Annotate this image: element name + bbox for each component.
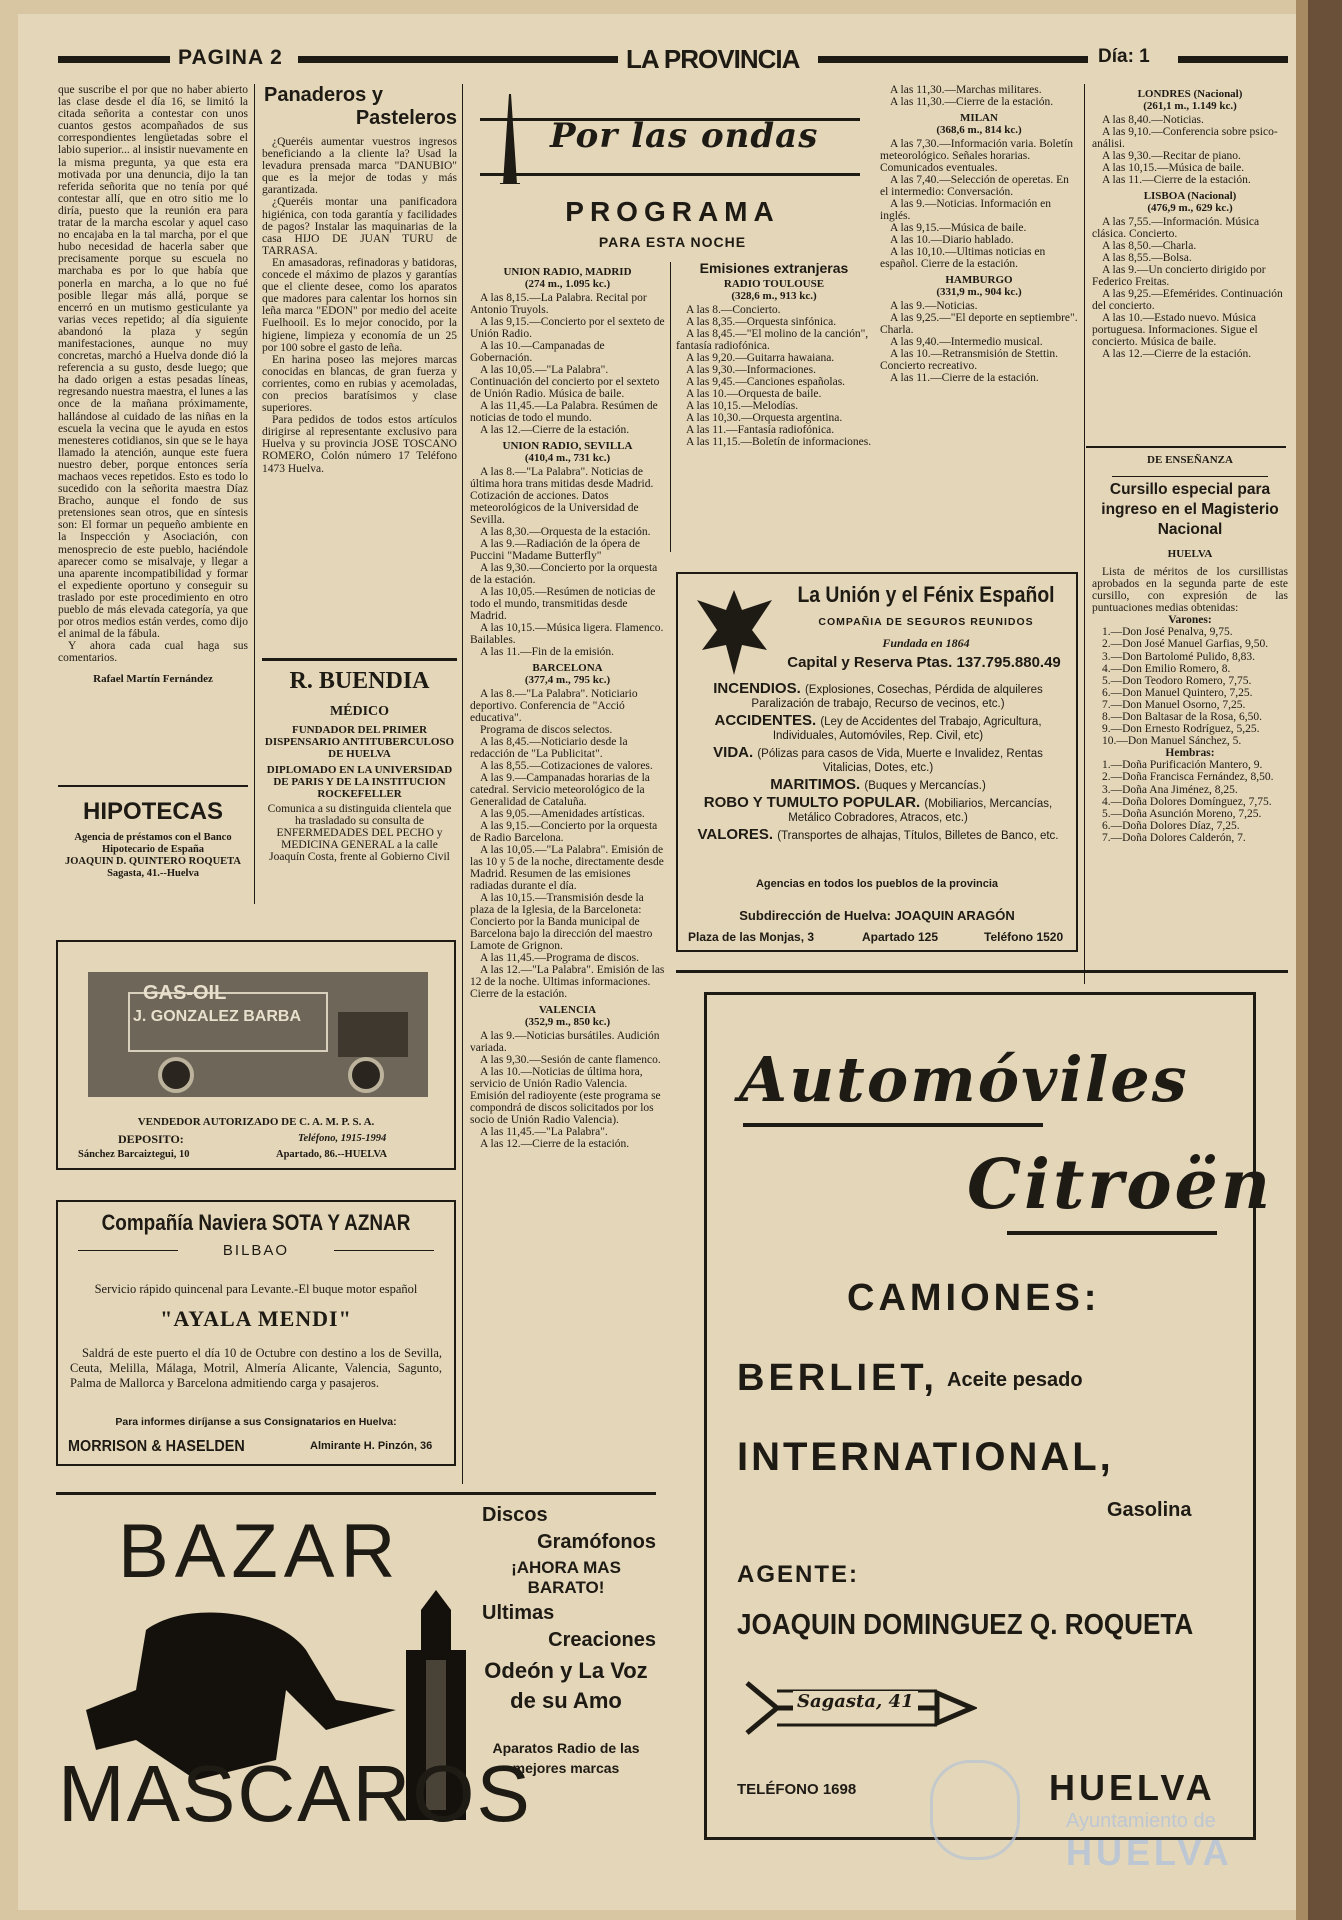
- bazar-offer: ¡AHORA MAS BARATO!: [511, 1558, 621, 1597]
- header-bar-mid-right: [818, 56, 1088, 63]
- gasoil-deposito: DEPOSITO:: [118, 1132, 184, 1146]
- gasoil-line-1: VENDEDOR AUTORIZADO DE C. A. M. P. S. A.: [137, 1116, 375, 1128]
- station-frequency: (331,9 m., 904 kc.): [936, 286, 1022, 298]
- fenix-founded: Fundada en 1864: [882, 636, 970, 650]
- insurance-type: VALORES.: [697, 826, 778, 843]
- header-bar-right: [1178, 56, 1288, 63]
- radio-schedule-milan-hamburgo: [880, 84, 1078, 554]
- ensenanza-title: Cursillo especial para ingreso en el Magisterio Nacional: [1101, 481, 1279, 538]
- candidate-entry: 2.—Doña Francisca Fernández, 8,50.: [1102, 771, 1274, 784]
- gasoil-truck-photo: [88, 972, 428, 1097]
- station-name: LONDRES (Nacional): [1137, 88, 1243, 100]
- schedule-entry: A las 10,30.—Orquesta argentina.: [686, 412, 843, 424]
- bazar-title: BAZAR: [118, 1509, 402, 1594]
- divider: [334, 1250, 434, 1251]
- bazar-name: MASCAROS: [58, 1749, 532, 1838]
- gasoil-apartado: Apartado, 86.--HUELVA: [276, 1149, 388, 1160]
- buendia-line-1: FUNDADOR DEL PRIMER DISPENSARIO ANTITUBERCULOSO DE HUELVA: [264, 724, 455, 760]
- station-name: HAMBURGO: [945, 274, 1013, 286]
- fenix-address: Plaza de las Monjas, 3: [688, 930, 815, 944]
- column-divider: [670, 262, 671, 552]
- fenix-capital: Capital y Reserva Ptas. 137.795.880.49: [787, 654, 1061, 671]
- divider: [262, 658, 457, 661]
- schedule-entry: A las 9,15.—Concierto por la orquesta de Radio Barcelona.: [470, 820, 658, 844]
- citroen-gasolina: Gasolina: [1107, 1499, 1192, 1521]
- insurance-type: INCENDIOS.: [713, 680, 805, 697]
- schedule-entry: A las 7,30.—Información varia. Boletín meteorológico. Señales horarias. Comunicados eventuales.: [880, 138, 1074, 174]
- schedule-entry: A las 12.—Cierre de la estación.: [1102, 348, 1252, 360]
- schedule-entry: A las 11,15.—Boletín de informaciones.: [686, 436, 872, 448]
- schedule-entry: A las 9,15.—Concierto por el sexteto de Unión Radio.: [470, 316, 665, 340]
- schedule-entry: A las 11.—Fin de la emisión.: [480, 646, 615, 658]
- schedule-entry: A las 10,15.—Música ligera. Flamenco. Bailables.: [470, 622, 664, 646]
- station-name: BARCELONA: [532, 662, 603, 674]
- hipotecas-line-3: Sagasta, 41.--Huelva: [107, 868, 199, 879]
- schedule-entry: A las 11.—Fantasía radiofónica.: [686, 424, 835, 436]
- section-heading: Emisiones extranjeras: [699, 262, 849, 276]
- insurance-line: [690, 746, 1066, 775]
- schedule-entry: A las 8.—"La Palabra". Noticiario deportivo. Conferencia de "Acció educativa".: [470, 688, 638, 724]
- schedule-entry: A las 9.—Radiación de la ópera de Puccini "Madame Butterfly": [470, 538, 640, 562]
- insurance-type: ACCIDENTES.: [714, 712, 821, 729]
- truck-wheel: [348, 1057, 384, 1093]
- panaderos-p2: ¿Queréis montar una panificadora higiénica, con toda garantía y facilidades de pagos? Instalar las maquinarias de la casa HIJO DE JUAN TURU de TARRASA.: [262, 196, 457, 257]
- station-name: RADIO TOULOUSE: [723, 278, 825, 290]
- naviera-title: Compañía Naviera SOTA Y AZNAR: [101, 1210, 411, 1235]
- citroen-arrow-address: Sagasta, 41: [793, 1691, 918, 1712]
- schedule-entry: A las 9,30.—Recitar de piano.: [1102, 150, 1241, 162]
- citroen-agent-name: JOAQUIN DOMINGUEZ Q. ROQUETA: [737, 1609, 1194, 1641]
- ensenanza-section: [1092, 454, 1288, 974]
- truck-text-2: J. GONZALEZ BARBA: [133, 1008, 301, 1025]
- hipotecas-title: HIPOTECAS: [82, 798, 223, 825]
- schedule-entry: A las 10,05.—"La Palabra". Continuación del concierto por el sexteto de Unión Radio. Música de baile.: [470, 364, 660, 400]
- bazar-creaciones: Creaciones: [548, 1629, 656, 1651]
- ensenanza-varones: Varones:: [1168, 614, 1212, 627]
- candidate-entry: 1.—Don José Penalva, 9,75.: [1102, 626, 1233, 639]
- fenix-insurance-list: [690, 682, 1066, 846]
- panaderos-ad: [262, 84, 457, 654]
- article-author: Rafael Martín Fernández: [93, 672, 213, 685]
- buendia-line-2: DIPLOMADO EN LA UNIVERSIDAD DE PARIS Y DE LA INSTITUCION ROCKEFELLER: [266, 764, 453, 800]
- schedule-entry: A las 10.—Retransmisión de Stettin. Concierto recreativo.: [880, 348, 1059, 372]
- divider: [1112, 476, 1268, 477]
- schedule-entry: A las 10.—Noticias de última hora, servicio de Unión Radio Valencia. Emisión del radioyente (este programa se compondrá de discos solicitados por los socio de Unión Radio Valencia).: [470, 1066, 661, 1126]
- schedule-entry: A las 12.—Cierre de la estación.: [480, 1138, 630, 1150]
- candidate-entry: 9.—Don Ernesto Rodríguez, 5,25.: [1102, 723, 1260, 736]
- schedule-entry: A las 10,15.—Transmisión desde la plaza de la Iglesia, de la Barceloneta: Concierto por la Banda municipal de Barcelona bajo la dirección del maestro Lamote de Grignon.: [470, 892, 653, 952]
- citroen-berliet: BERLIET,: [737, 1357, 938, 1399]
- schedule-entry: A las 11.—Cierre de la estación.: [1102, 174, 1251, 186]
- station-name: LISBOA (Nacional): [1143, 190, 1237, 202]
- station-frequency: (476,9 m., 629 kc.): [1147, 202, 1233, 214]
- schedule-entry: A las 11,30.—Cierre de la estación.: [890, 96, 1054, 108]
- station-name: UNION RADIO, MADRID: [503, 266, 632, 278]
- candidate-entry: 7.—Doña Dolores Calderón, 7.: [1102, 831, 1246, 844]
- bazar-gramofonos: Gramófonos: [537, 1531, 656, 1553]
- ensenanza-hembras: Hembras:: [1165, 747, 1215, 760]
- bazar-brands-2: de su Amo: [510, 1688, 622, 1713]
- bazar-ultimas: Ultimas: [482, 1602, 555, 1624]
- schedule-entry: A las 9,45.—Canciones españolas.: [686, 376, 846, 388]
- ensenanza-men-list: [1092, 626, 1288, 747]
- header-bar-mid-left: [298, 56, 618, 63]
- panaderos-title-2: Pasteleros: [355, 107, 457, 129]
- truck-cab: [338, 1012, 408, 1057]
- schedule-entry: A las 10.—Estado nuevo. Música portuguesa. Informaciones. Sigue el concierto. Música de baile.: [1092, 312, 1258, 348]
- citroen-city: HUELVA: [1049, 1767, 1216, 1808]
- buendia-line-3: Comunica a su distinguida clientela que ha trasladado su consulta de ENFERMEDADES DEL PECHO y MEDICINA GENERAL a la calle Joaquín Costa, frente al Gobierno Civil: [267, 803, 452, 863]
- naviera-line-1: Servicio rápido quincenal para Levante.-El buque motor español: [94, 1282, 418, 1296]
- divider: [1007, 1231, 1217, 1235]
- naviera-consignee: MORRISON & HASELDEN: [68, 1438, 245, 1455]
- schedule-entry: A las 9.—Noticias bursátiles. Audición variada.: [470, 1030, 660, 1054]
- schedule-entry: A las 8,35.—Orquesta sinfónica.: [686, 316, 837, 328]
- schedule-entry: A las 11,45.—"La Palabra".: [480, 1126, 608, 1138]
- schedule-entry: A las 8,50.—Charla.: [1102, 240, 1197, 252]
- insurance-type: MARITIMOS.: [770, 776, 865, 793]
- panaderos-p5: Para pedidos de todos estos artículos dirigirse al representante exclusivo para Huelva y su provincia JOSE TOSCANO ROMERO, Colón número 17 Teléfono 1473 Huelva.: [262, 414, 457, 475]
- schedule-entry: A las 11,45.—Programa de discos.: [480, 952, 639, 964]
- citroen-international: INTERNATIONAL,: [737, 1435, 1114, 1479]
- station-frequency: (328,6 m., 913 kc.): [731, 290, 817, 302]
- schedule-entry: A las 9,25.—"El deporte en septiembre". Charla.: [880, 312, 1078, 336]
- schedule-entry: A las 8,40.—Noticias.: [1102, 114, 1204, 126]
- citroen-agente: AGENTE:: [737, 1561, 859, 1588]
- fenix-subtitle: COMPAÑIA DE SEGUROS REUNIDOS: [818, 616, 1034, 628]
- insurance-detail: (Explosiones, Cosechas, Pérdida de alquileres Paralización de trabajo, Recurso de vecinos, etc.): [751, 684, 1043, 710]
- fenix-title: La Unión y el Fénix Español: [797, 582, 1055, 607]
- schedule-entry: A las 8,15.—La Palabra. Recital por Antonio Truyols.: [470, 292, 647, 316]
- newspaper-title: LA PROVINCIA: [626, 44, 800, 74]
- hipotecas-ad: [58, 798, 248, 898]
- candidate-entry: 3.—Doña Ana Jiménez, 8,25.: [1102, 783, 1238, 796]
- schedule-entry: A las 10.—Diario hablado.: [890, 234, 1014, 246]
- article-closing: Y ahora cada cual haga sus comentarios.: [58, 640, 248, 665]
- panaderos-p3: En amasadoras, refinadoras y batidoras, concede el máximo de plazos y garantías que el cliente desee, como los aparatos que madores para calentar los hornos sin leña marca "EDON" por medio del aceite Fuelhooil. Es lo mejor conocido, por la higiene, limpieza y economía de un 25 por 100 sobre el gasto de leña.: [262, 256, 457, 354]
- binding-edge: [1308, 0, 1342, 1920]
- bazar-right-text: [476, 1500, 656, 1776]
- column-1: [58, 84, 248, 774]
- schedule-entry: A las 7,40.—Selección de operetas. En el intermedio: Conversación.: [880, 174, 1069, 198]
- ensenanza-city: HUELVA: [1167, 548, 1213, 560]
- schedule-entry: A las 9.—Noticias. Información en inglés.: [880, 198, 1051, 222]
- insurance-detail: (Ley de Accidentes del Trabajo, Agricultura, Individuales, Automóviles, Rep. Civil, etc): [772, 716, 1042, 742]
- page-header: [58, 44, 1288, 74]
- ensenanza-intro: Lista de méritos de los cursillistas aprobados en la segunda parte de este cursillo, con expresión de las puntuaciones medias obtenidas:: [1092, 566, 1288, 615]
- insurance-line: [690, 714, 1066, 743]
- hipotecas-line-2: JOAQUIN D. QUINTERO ROQUETA: [65, 856, 241, 867]
- gasoil-address: Sánchez Barcaiztegui, 10: [78, 1149, 190, 1160]
- station-frequency: (274 m., 1.095 kc.): [524, 278, 611, 290]
- column-divider: [462, 84, 463, 1484]
- column-divider: [1084, 84, 1085, 984]
- naviera-line-2: Saldrá de este puerto el día 10 de Octubre con destino a los de Sevilla, Ceuta, Melilla, Málaga, Motril, Almería Alicante, Valencia, Sagunto, Palma de Mallorca y Barcelona admitiendo carga y pasajeros.: [70, 1346, 442, 1390]
- schedule-entry: A las 9,20.—Guitarra hawaiana.: [686, 352, 835, 364]
- schedule-entry: A las 9,05.—Amenidades artísticas.: [480, 808, 645, 820]
- candidate-entry: 4.—Doña Dolores Domínguez, 7,75.: [1102, 795, 1272, 808]
- truck-wheel: [158, 1057, 194, 1093]
- bazar-radio-2: mejores marcas: [512, 1760, 620, 1776]
- panaderos-title-1: Panaderos y: [264, 84, 383, 106]
- buendia-title: MÉDICO: [329, 704, 390, 719]
- radio-schedule-london-lisbon: [1092, 84, 1288, 424]
- huelva-shield-watermark: [930, 1760, 1020, 1860]
- schedule-entry: A las 9,10.—Conferencia sobre psico-análisi.: [1092, 126, 1278, 150]
- panaderos-p4: En harina poseo las mejores marcas conocidas en blancas, de gran fuerza y corrientes, como en rubias y acemoladas, con precios baratísimos y clase superiores.: [262, 353, 457, 415]
- schedule-entry: A las 9,40.—Intermedio musical.: [890, 336, 1043, 348]
- candidate-entry: 5.—Don Teodoro Romero, 7,75.: [1102, 674, 1252, 687]
- candidate-entry: 10.—Don Manuel Sánchez, 5.: [1102, 735, 1242, 748]
- divider: [676, 970, 1288, 973]
- page-number: PAGINA 2: [178, 46, 283, 69]
- naviera-ad: [56, 1200, 456, 1466]
- schedule-entry: A las 10,15.—Melodías.: [686, 400, 799, 412]
- station-frequency: (377,4 m., 795 kc.): [524, 674, 611, 686]
- naviera-city: BILBAO: [222, 1242, 290, 1259]
- schedule-entry: A las 9,15.—Música de baile.: [890, 222, 1027, 234]
- ensenanza-women-list: [1092, 759, 1288, 844]
- bazar-ad: [56, 1500, 656, 1845]
- station-frequency: (368,6 m., 814 kc.): [936, 124, 1022, 136]
- schedule-entry: A las 9,30.—Sesión de cante flamenco.: [480, 1054, 661, 1066]
- station-name: MILAN: [960, 112, 998, 124]
- naviera-address: Almirante H. Pinzón, 36: [310, 1440, 433, 1452]
- bazar-discos: Discos: [482, 1504, 548, 1526]
- station-name: UNION RADIO, SEVILLA: [502, 440, 633, 452]
- candidate-entry: 7.—Don Manuel Osorno, 7,25.: [1102, 698, 1246, 711]
- candidate-entry: 1.—Doña Purificación Mantero, 9.: [1102, 759, 1263, 772]
- schedule-entry: A las 11.—Cierre de la estación.: [890, 372, 1039, 384]
- schedule-entry: A las 9.—Noticias.: [890, 300, 978, 312]
- fenix-apartado: Apartado 125: [862, 930, 939, 944]
- insurance-line: [690, 828, 1066, 843]
- schedule-entry: A las 10.—Campanadas de Gobernación.: [470, 340, 605, 364]
- radio-program-title: PROGRAMA: [565, 196, 780, 227]
- truck-text-1: GAS-OIL: [143, 982, 227, 1004]
- ensenanza-section-label: DE ENSEÑANZA: [1147, 454, 1233, 466]
- citroen-title-1: Automóviles: [739, 1043, 1189, 1116]
- candidate-entry: 8.—Don Baltasar de la Rosa, 6,50.: [1102, 711, 1263, 724]
- citroen-telefono: TELÉFONO 1698: [737, 1781, 857, 1798]
- schedule-entry: A las 10,05.—Resúmen de noticias de todo el mundo, transmitidas desde Madrid.: [470, 586, 656, 622]
- insurance-detail: (Buques y Mercancías.): [864, 780, 986, 792]
- candidate-entry: 2.—Don José Manuel Garfias, 9,50.: [1102, 638, 1269, 651]
- citroen-camiones: CAMIONES:: [847, 1277, 1101, 1319]
- schedule-entry: A las 12.—"La Palabra". Emisión de las 12 de la noche. Ultimas informaciones. Cierre de la estación.: [470, 964, 665, 1000]
- fenix-agencies: Agencias en todos los pueblos de la provincia: [755, 878, 999, 890]
- divider: [1086, 446, 1286, 448]
- citroen-ad: [704, 992, 1274, 1840]
- station-frequency: (261,1 m., 1.149 kc.): [1143, 100, 1237, 112]
- schedule-entry: A las 9.—Campanadas horarias de la catedral. Servicio meteorológico de la Generalidad de Cataluña.: [470, 772, 650, 808]
- insurance-detail: (Pólizas para casos de Vida, Muerte e Invalidez, Rentas Vitalicias, Dotes, etc.): [757, 748, 1043, 774]
- hipotecas-line-1: Agencia de préstamos con el Banco Hipotecario de España: [74, 832, 232, 855]
- panaderos-p1: ¿Queréis aumentar vuestros ingresos beneficiando a la cliente la? Usad la levadura prensada marca "DANUBIO" que es la mejor de todas y más garantizada.: [262, 136, 457, 197]
- divider: [58, 785, 248, 787]
- schedule-entry: Programa de discos selectos.: [480, 724, 613, 736]
- gasoil-telefono: Teléfono, 1915-1994: [298, 1133, 387, 1144]
- schedule-entry: A las 9.—Un concierto dirigido por Federico Freitas.: [1092, 264, 1266, 288]
- station-frequency: (352,9 m., 850 kc.): [524, 1016, 611, 1028]
- schedule-entry: A las 9,30.—Informaciones.: [686, 364, 816, 376]
- schedule-entry: A las 10,15.—Música de baile.: [1102, 162, 1245, 174]
- insurance-line: [690, 682, 1066, 711]
- candidate-entry: 6.—Don Manuel Quintero, 7,25.: [1102, 686, 1253, 699]
- gasoil-ad: [56, 940, 456, 1170]
- column-divider: [254, 84, 255, 904]
- citroen-aceite: Aceite pesado: [947, 1369, 1083, 1391]
- schedule-entry: A las 9,30.—Concierto por la orquesta de la estación.: [470, 562, 658, 586]
- radio-banner: [470, 84, 875, 259]
- naviera-ship: "AYALA MENDI": [160, 1306, 352, 1331]
- fenix-subdireccion: Subdirección de Huelva: JOAQUIN ARAGÓN: [739, 908, 1015, 923]
- radio-banner-script: Por las ondas: [550, 116, 819, 156]
- schedule-entry: A las 8.—Concierto.: [686, 304, 781, 316]
- schedule-entry: A las 11,45.—La Palabra. Resúmen de noticias de todo el mundo.: [470, 400, 658, 424]
- candidate-entry: 6.—Doña Dolores Díaz, 7,25.: [1102, 819, 1240, 832]
- page-date: Día: 1: [1098, 46, 1150, 67]
- phoenix-icon: [692, 580, 777, 680]
- schedule-entry: A las 10,05.—"La Palabra". Emisión de las 10 y 5 de la noche, directamente desde Madrid. Resumen de las emisiones radiadas durante el día.: [470, 844, 664, 892]
- station-frequency: (410,4 m., 731 kc.): [524, 452, 611, 464]
- schedule-entry: A las 8,55.—Bolsa.: [1102, 252, 1192, 264]
- schedule-entry: A las 10,10.—Ultimas noticias en español. Cierre de la estación.: [880, 246, 1046, 270]
- schedule-entry: A las 8,45.—"El molino de la canción", fantasía radiofónica.: [676, 328, 869, 352]
- candidate-entry: 5.—Doña Asunción Moreno, 7,25.: [1102, 807, 1262, 820]
- bazar-brands-1: Odeón y La Voz: [484, 1658, 648, 1683]
- bazar-radio-1: Aparatos Radio de las: [492, 1740, 640, 1756]
- insurance-detail: (Transportes de alhajas, Títulos, Billetes de Banco, etc.: [777, 830, 1059, 842]
- schedule-entry: A las 11,30.—Marchas militares.: [890, 84, 1042, 96]
- schedule-entry: A las 12.—Cierre de la estación.: [480, 424, 630, 436]
- schedule-entry: A las 8,45.—Noticiario desde la redacción de "La Publicitat".: [470, 736, 628, 760]
- divider: [743, 1123, 1043, 1127]
- insurance-line: [690, 796, 1066, 825]
- radio-program-subtitle: PARA ESTA NOCHE: [598, 234, 747, 250]
- divider: [56, 1492, 656, 1495]
- buendia-ad: [262, 666, 457, 906]
- fenix-telefono: Teléfono 1520: [984, 930, 1064, 944]
- fenix-ad: [676, 572, 1078, 952]
- naviera-line-3: Para informes diríjanse a sus Consignatarios en Huelva:: [115, 1416, 397, 1428]
- station-name: VALENCIA: [538, 1004, 597, 1016]
- schedule-entry: A las 10.—Orquesta de baile.: [686, 388, 822, 400]
- schedule-entry: A las 8.—"La Palabra". Noticias de última hora trans mitidas desde Madrid. Cotización de acciones. Datos meteorológicos de la Universidad de Sevilla.: [470, 466, 654, 526]
- citroen-title-2: Citroën: [967, 1145, 1274, 1225]
- insurance-type: VIDA.: [713, 744, 758, 761]
- buendia-name: R. BUENDIA: [289, 668, 430, 694]
- insurance-type: ROBO Y TUMULTO POPULAR.: [703, 794, 925, 811]
- radio-schedule-toulouse: [676, 262, 872, 562]
- schedule-entry: A las 8,55.—Cotizaciones de valores.: [480, 760, 653, 772]
- schedule-entry: A las 8,30.—Orquesta de la estación.: [480, 526, 651, 538]
- candidate-entry: 4.—Don Emilio Romero, 8.: [1102, 662, 1231, 675]
- radio-schedule-spain: [470, 262, 665, 1487]
- schedule-entry: A las 7,55.—Información. Música clásica. Concierto.: [1092, 216, 1260, 240]
- schedule-entry: A las 9,25.—Efemérides. Continuación del concierto.: [1092, 288, 1283, 312]
- watermark-text-1: Ayuntamiento de: [1066, 1810, 1216, 1832]
- header-bar-left: [58, 56, 170, 63]
- tower-icon: [490, 94, 530, 184]
- article-text: que suscribe el por que no haber abierto las clase desde el día 16, se limitó la citada señorita a contestar con unos cuantos gestos acompañados de sus correspondientes lengüetadas sobre el labio superior... al insistir nuevamente en la misma pregunta, ya que esta era motivada por una denuncia, dijo la tan referida señorita que no tenía por qué contestar allí, que en otro sitio me lo diría, puesto que la reunión era para tratar de la marcha escolar y aquel caso no encajaba en la tal marcha, por el que hubo necesidad de hacerla saber que precisamente porque su escuela no marchaba es por lo que había que ponerla en marcha, a lo que no fué posible llegar más allá, porque se encerró en un mutismo gesticulante ya varias veces repetido; al día siguiente abandonó la plaza y según manifestaciones, aunque no muy concretas, marchó a Huelva donde dió la referencia a su gusto, desde luego; que ha dado origen a estas pesadas líneas, regresando nuestra maestra, el lunes a las once de la mañana próximamente, hallándose al cuidado de las niñas en la escuela la vecina que le ayuda en estos menesteres cotidianos, sin que se le haya llamado la atención, aunque este fuera nuestro deber, porque entonces sería machaos veces repetidos. Esto es todo lo sucedido con la señorita maestra Díaz Bracho, aunque el fondo de sus pretensiones sean otros, que en síntesis son: El formar un pequeño ambiente en la Inspección y Asociación, con menosprecio de este pueblo, haciéndole aparecer como se misalvaje, y llegar a una aparente incompatibilidad y formar el expediente oportuno y conseguir su traslado por este procedimiento en otro pueblo de más elevada categoría, ya que por otros medios están verdes, como dijo el animal de la fábula.: [58, 84, 248, 641]
- watermark-text-2: HUELVA: [1066, 1832, 1233, 1873]
- candidate-entry: 3.—Don Bartolomé Pulido, 8,83.: [1102, 650, 1256, 663]
- insurance-line: [690, 778, 1066, 793]
- insurance-detail: (Mobiliarios, Mercancías, Metálico Cobradores, Atracos, etc.): [788, 798, 1053, 824]
